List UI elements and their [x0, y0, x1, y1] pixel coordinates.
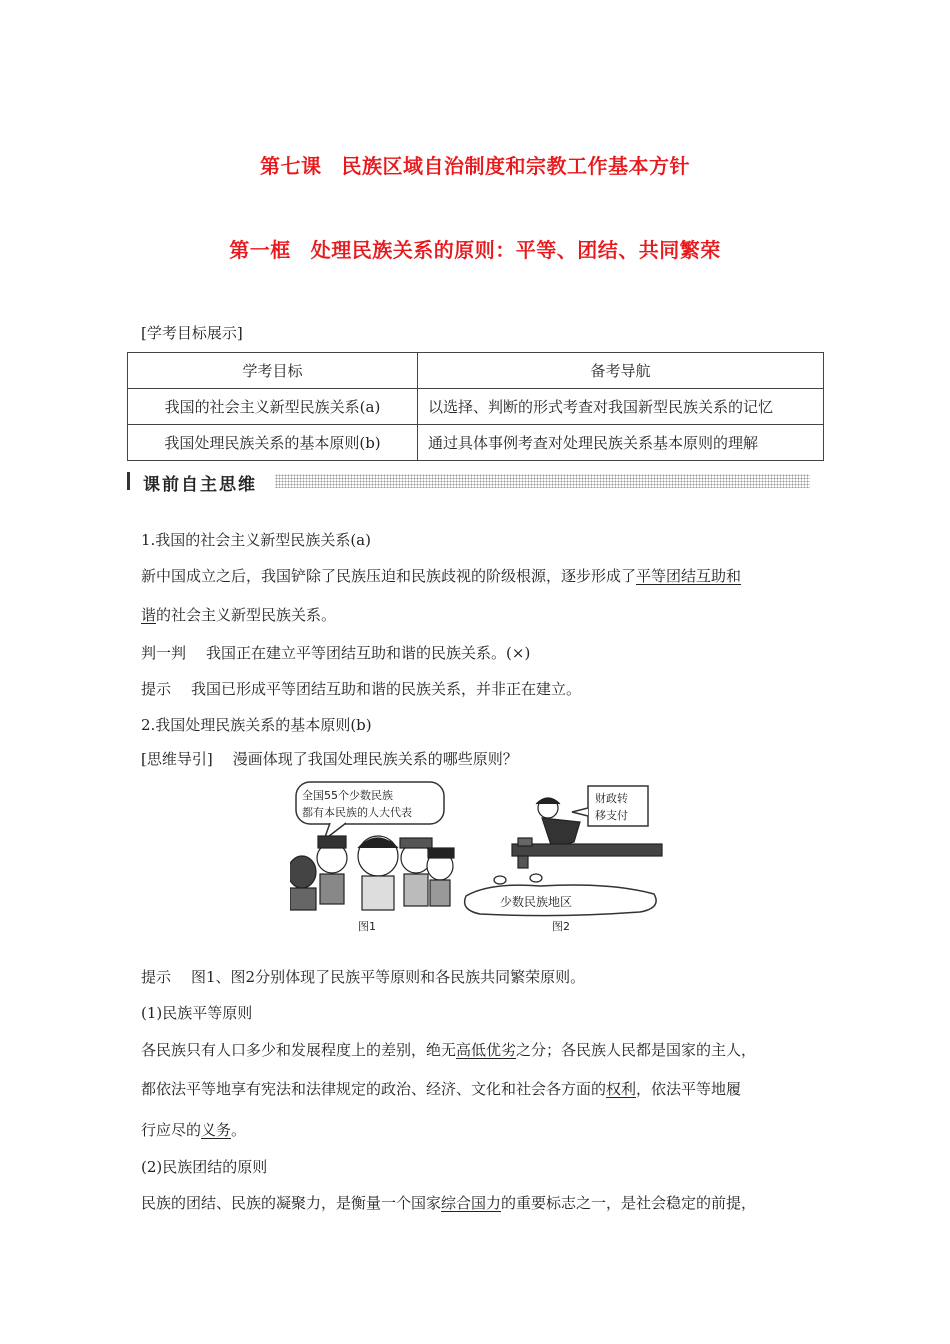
bubble2-line2: 移支付	[595, 809, 628, 822]
caption-2: 图2	[552, 920, 570, 933]
table-cell: 以选择、判断的形式考查对我国新型民族关系的记忆	[418, 389, 824, 425]
underlined-answer: 谐	[141, 606, 157, 624]
underlined-answer: 综合国力	[441, 1194, 502, 1212]
subheading-2: (2)民族团结的原则	[141, 1158, 268, 1176]
heading-1: 1.我国的社会主义新型民族关系(a)	[141, 531, 371, 549]
table-row	[128, 389, 824, 425]
underlined-answer: 权利	[606, 1080, 637, 1098]
table-header-row	[128, 353, 824, 389]
lesson-title: 第七课 民族区域自治制度和宗教工作基本方针	[260, 154, 690, 178]
goals-table	[127, 352, 824, 461]
banner-dots	[275, 474, 810, 488]
bubble-tail	[572, 808, 588, 816]
section-banner	[127, 470, 810, 495]
table-cell: 我国处理民族关系的基本原则(b)	[128, 425, 418, 461]
paragraph-line: 民族的团结、民族的凝聚力，是衡量一个国家综合国力的重要标志之一，是社会稳定的前提，	[141, 1194, 757, 1212]
paragraph-line: 各民族只有人口多少和发展程度上的差别，绝无高低优劣之分；各民族人民都是国家的主人，	[141, 1041, 757, 1059]
subheading-1: (1)民族平等原则	[141, 1004, 253, 1022]
comic-illustration	[290, 778, 670, 938]
bubble1-line1: 全国55个少数民族	[302, 789, 393, 802]
heading-2: 2.我国处理民族关系的基本原则(b)	[141, 716, 372, 734]
table-header-cell: 学考目标	[128, 353, 418, 389]
guide-line: [思维导引] 漫画体现了我国处理民族关系的哪些原则？	[141, 750, 518, 768]
table-cell: 通过具体事例考查对处理民族关系基本原则的理解	[418, 425, 824, 461]
banner-bar	[127, 472, 130, 490]
paragraph-line: 新中国成立之后，我国铲除了民族压迫和民族歧视的阶级根源，逐步形成了平等团结互助和	[141, 567, 742, 585]
underlined-answer: 高低优劣	[456, 1041, 517, 1059]
underlined-answer: 平等团结互助和	[636, 567, 742, 585]
paragraph-line: 行应尽的义务。	[141, 1121, 247, 1139]
banner-text: 课前自主思维	[143, 475, 257, 495]
goals-label: [学考目标展示]	[141, 324, 243, 342]
judge-line: 判一判 我国正在建立平等团结互助和谐的民族关系。(×)	[141, 644, 531, 662]
people-group-icon	[290, 836, 454, 910]
table-cell: 我国的社会主义新型民族关系(a)	[128, 389, 418, 425]
section-title: 第一框 处理民族关系的原则：平等、团结、共同繁荣	[229, 238, 721, 262]
table-header-cell: 备考导航	[418, 353, 824, 389]
paragraph-line: 都依法平等地享有宪法和法律规定的政治、经济、文化和社会各方面的权利，依法平等地履	[141, 1080, 742, 1098]
bubble2-line1: 财政转	[595, 792, 628, 805]
hint-line: 提示 图1、图2分别体现了民族平等原则和各民族共同繁荣原则。	[141, 968, 586, 986]
underlined-answer: 义务	[201, 1121, 232, 1139]
caption-1: 图1	[358, 920, 376, 933]
region-label: 少数民族地区	[500, 895, 573, 909]
hint-line: 提示 我国已形成平等团结互助和谐的民族关系，并非正在建立。	[141, 680, 582, 698]
paragraph-line: 谐的社会主义新型民族关系。	[141, 606, 337, 624]
table-row	[128, 425, 824, 461]
bubble1-line2: 都有本民族的人大代表	[302, 806, 412, 819]
